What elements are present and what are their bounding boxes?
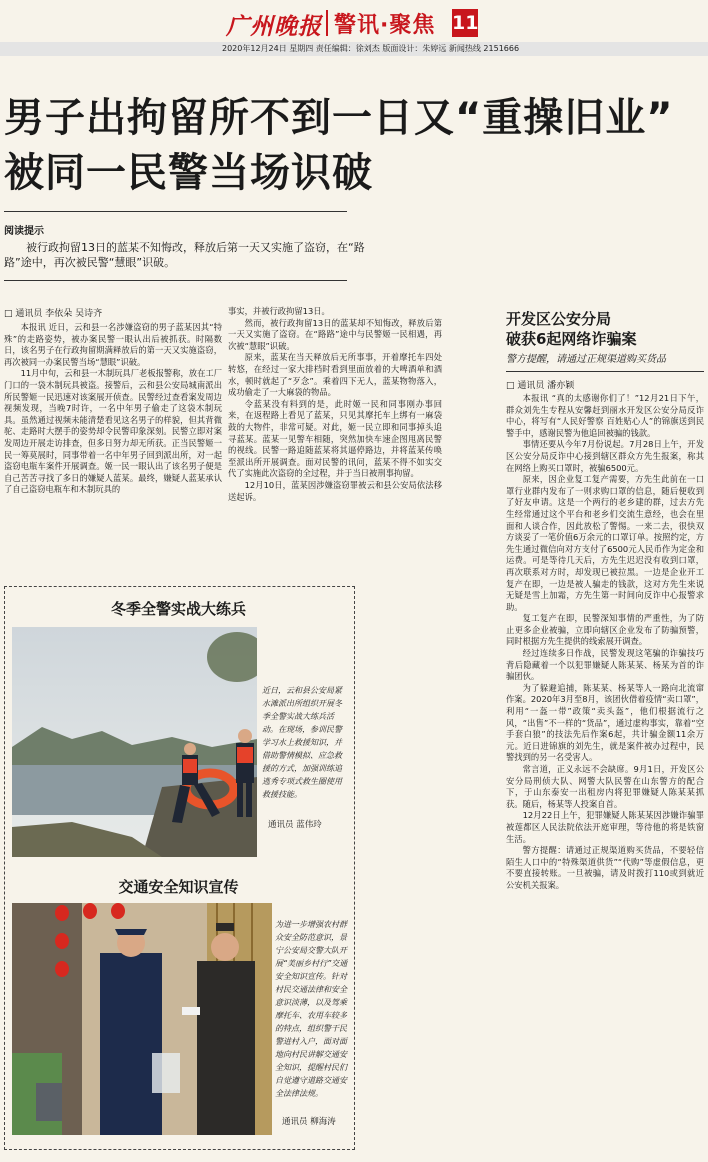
paragraph: 为了躲避追捕，陈某某、杨某等人一路向北流窜作案。2020年3月至8月，该团伙借着疫情“卖口罩”，利用“一盔一带”政策“卖头盔”，他们根据流行之风，“出售”不一样的“货品”，通过虚构事实，靠着“空手套白狼”的技法先后作案6起，共计骗金额11余万元。近日进锦旗的刘先生，就是案件被办过程中，民警找到的另一名受害人。 [506,682,704,763]
side-subheadline: 警方提醒，请通过正规渠道购买货品 [506,354,666,365]
paragraph: 12月22日上午，犯罪嫌疑人陈某某因涉嫌诈骗罪被莲都区人民法院依法开庭审理，等待他的将是铁窗生活。 [506,810,704,844]
side-headline-line-1: 开发区公安分局 [506,310,612,328]
paragraph: 事情还要从今年7月份说起。7月28日上午，开发区公安分局反诈中心接到辖区群众方先生报案，称其在网络上购买口罩时，被骗6500元。 [506,439,704,473]
paragraph: 本报讯 “真的太感谢你们了！”12月21日下午，群众刘先生专程从安馨赶到丽水开发区公安分局反诈中心，将写有“人民好警察 百姓贴心人”的锦旗送到民警手中，感谢民警为他追回被骗的钱款。 [506,393,704,438]
masthead [0,0,708,42]
box2-credit: 通讯员 柳海涛 [282,1117,336,1127]
paragraph: 然而，被行政拘留13日的蓝某却不知悔改，释放后第一天又实施了盗窃。在“路路”途中与民警姬一民相遇，再次被“慧眼”识破。 [228,317,442,351]
main-column-1 [4,322,222,496]
headline-line-1: 男子出拘留所不到一日又“重操旧业” [4,95,674,141]
lead-text: 被行政拘留13日的蓝某不知悔改，释放后第一天又实施了盗窃，在“路路”途中，再次被民警“慧眼”识破。 [4,241,365,269]
lead-label: 阅读提示 [4,226,44,237]
headline-line-2: 被同一民警当场识破 [4,150,373,196]
side-article-body [506,393,704,892]
paragraph: 经过连续多日作战，民警发现这笔骗的诈骗技巧背后隐藏着一个以犯罪嫌疑人陈某某、杨某为首的诈骗团伙。 [506,648,704,682]
box2-title: 交通安全知识宣传 [118,878,239,896]
paragraph: 常言道，正义永远不会缺席。9月1日，开发区公安分局刑侦大队、网警大队民警在山东警方的配合下，于山东泰安一出租房内将犯罪嫌疑人陈某某抓获。随后，杨某等人投案自首。 [506,764,704,809]
paragraph: 事实，并被行政拘留13日。 [228,306,330,316]
lead-rule-bottom [4,280,347,281]
side-rule [506,371,704,372]
side-headline-line-2: 破获6起网络诈骗案 [506,330,637,348]
box1-credit: 通讯员 蓝伟玲 [268,820,322,830]
main-byline: □ 通讯员 李依朵 吴诗齐 [4,309,103,319]
main-column-2 [228,306,442,503]
box1-caption: 近日，云和县公安局紧水滩派出所组织开展冬季全警实战大练兵活动。在现场，参训民警学习水上救援知识，并借助警情模拟、应急救援的方式，加强训练追逃秀专项式救生圈使用救援技能。 [262,686,342,799]
paragraph: 复工复产在即，民警深知事情的严重性，为了防止更多企业被骗，立即向辖区企业发布了防骗预警，同时根据方先生提供的线索展开调查。 [506,613,704,647]
paragraph: 原来，蓝某在当天释放后无所事事，开着摩托车四处转悠，在经过一家大排档时看到里面放着的大啤酒单和酒水，顿时就起了“歹念”。乘着四下无人，蓝某物物落入，成功偷走了一大麻袋的物品。 [228,352,442,398]
training-photo [12,627,257,857]
paragraph: 令蓝某没有料到的是，此时姬一民和同事刚办事回来，在返程路上看见了蓝某，只见其摩托车上绑有一麻袋鼓的大物件，非常可疑。对此，姬一民立即和同事掉头追寻蓝某。蓝某一见警车相随，突然加快车速企图甩离民警的视线。民警一路追随蓝某将其逼停路边，并将蓝某传唤至派出所开展调查。面对民警的讯问，蓝某不得不如实交代了实施此次盗窃的全过程，并于当日被刑事拘留。 [228,398,442,479]
paragraph: 12月10日，蓝某因涉嫌盗窃罪被云和县公安局依法移送起诉。 [228,479,442,502]
section-title: 警讯·聚焦 [334,13,436,38]
box2-caption: 为进一步增强农村群众安全防范意识，景宁公安局交警大队开展“美丽乡村行”交通安全知识宣传。针对村民交通法律和安全意识淡薄，以及驾乘摩托车、农用车较多的特点，组织警干民警进村入户，面对面地向村民讲解交通安全知识，提醒村民们自觉遵守道路交通安全法律法规。 [275,920,348,1098]
traffic-safety-photo [12,903,272,1135]
lead-rule-top [4,211,347,212]
paragraph: 本报讯 近日，云和县一名涉嫌盗窃的男子蓝某因其“特殊”的走路姿势，被办案民警一眼认出后被抓获。时隔数日，该名男子在行政拘留期满释放后的第一天又实施盗窃，再次被同一办案民警当场“慧眼”识破。 [4,322,222,367]
side-byline: □ 通讯员 潘亦颖 [506,381,575,391]
newspaper-logo: 广州晚报 [226,13,322,40]
dateline-bar [0,42,708,56]
paragraph: 11月中旬，云和县一木制玩具厂老板报警称，放在工厂门口的一袋木制玩具被盗。接警后，云和县公安局城南派出所民警姬一民迅速对该案展开侦查。民警经过查看案发周边视频发现，当晚7时许，一名中年男子偷走了这袋木制玩具。虽然通过视频未能清楚看见这名男子的样貌，但其背微驼、走路时大摆手的姿势却令民警印象深刻。民警立即对案发周边开展走访排查，但多日努力却无所获。正当民警姬一民一筹莫展时，同事带着一名中年男子回到派出所，对一起盗窃电瓶车案件开展调查。姬一民一眼认出了该名男子便是自己苦苦寻找了多日的嫌疑人蓝某。最终，嫌疑人蓝某承认了自己盗窃电瓶车和木制玩具的 [4,368,222,495]
paragraph: 警方提醒：请通过正规渠道购买货品，不要轻信陌生人口中的“特殊渠道供货”“代购”等虚假信息，更不要直接转账。一旦被骗，请及时拨打110或到就近公安机关报案。 [506,845,704,890]
masthead-divider [326,10,328,36]
dateline-text: 2020年12月24日 星期四 责任编辑：徐刘杰 版面设计：朱婷远 新闻热线 2151666 [222,44,520,53]
box1-title: 冬季全警实战大练兵 [110,600,246,618]
paragraph: 原来，因企业复工复产需要，方先生此前在一口罩行业群内发布了一则求购口罩的信息，随后便收到了好友申请。这是一个两行的老乡建的群，过去方先生经常通过这个平台和老乡们交流生意经，也会在里面和人谈合作，因此放松了警惕。一来二去，很快双方谈妥了一笔价值6万余元的口罩订单。按照约定，方先生通过微信向对方支付了6500元人民币作为定金和运费。可是等待几天后，方先生迟迟没有收到口罩，再次联系对方时，却发现已被拉黑。一边是企业开工复产在即，一边是被人骗走的钱款，这对方先生来说无疑是雪上加霜，方先生第一时间向反诈中心报警求助。 [506,474,704,612]
page-number: 11 [452,9,478,37]
